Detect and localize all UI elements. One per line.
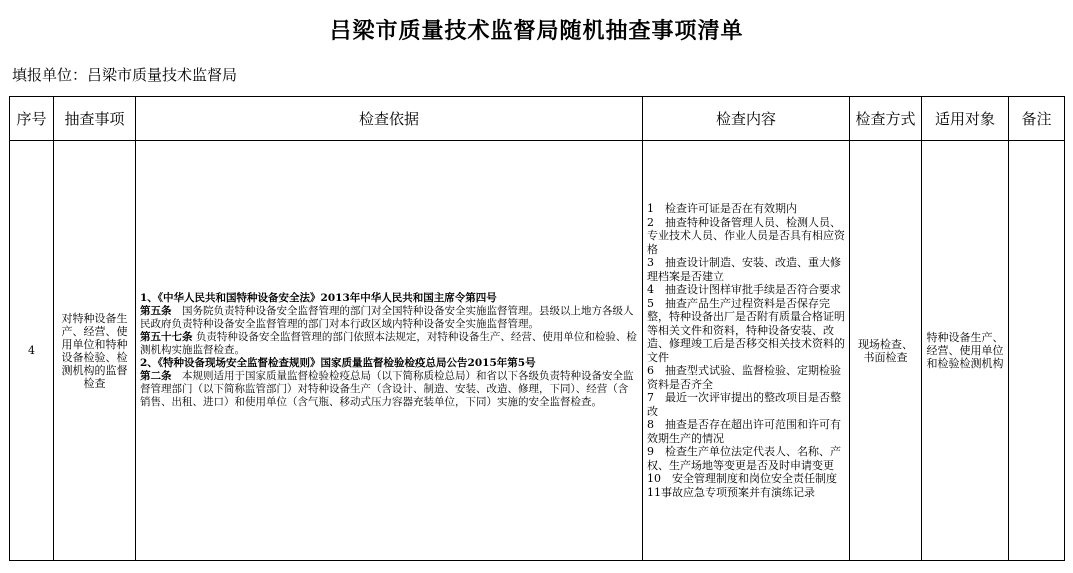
- basis-article5: [140, 305, 638, 331]
- basis-article2-label: 第二条: [140, 370, 172, 382]
- basis-law1-title: 1、《中华人民共和国特种设备安全法》2013年中华人民共和国主席令第四号: [140, 292, 497, 304]
- reporting-unit: 填报单位：吕梁市质量技术监督局: [12, 66, 238, 84]
- header-method: 检查方式: [850, 97, 922, 141]
- content-item: 5 抽查产品生产过程资料是否保存完整，特种设备出厂是否附有质量合格证明等相关文件和资料，特种设备安装、改造、修理竣工后是否移交相关技术资料的文件: [647, 296, 845, 364]
- basis-article2: [140, 370, 638, 409]
- content-item: 10 安全管理制度和岗位安全责任制度: [647, 472, 837, 485]
- table-row: [10, 141, 1065, 561]
- content-item: 9 检查生产单位法定代表人、名称、产权、生产场地等变更是否及时申请变更: [647, 445, 841, 472]
- header-seq: 序号: [10, 97, 54, 141]
- basis-article5-text: 国务院负责特种设备安全监督管理的部门对全国特种设备安全实施监督管理。县级以上地方各级人民政府负责特种设备安全监督管理的部门对本行政区域内特种设备安全实施监督管理。: [140, 305, 634, 330]
- cell-method: 现场检查、书面检查: [850, 141, 922, 561]
- content-item: 4 抽查设计图样审批手续是否符合要求: [647, 283, 841, 296]
- inspection-table: [9, 96, 1065, 561]
- content-item: 1 检查许可证是否在有效期内: [647, 202, 797, 215]
- content-item: 8 抽查是否存在超出许可范围和许可有效期生产的情况: [647, 418, 841, 445]
- header-content: 检查内容: [643, 97, 850, 141]
- basis-law2-title: 2、《特种设备现场安全监督检查规则》国家质量监督检验检疫总局公告2015年第5号: [140, 357, 536, 369]
- basis-article2-text: 本规则适用于国家质量监督检验检疫总局（以下简称质检总局）和省以下各级负责特种设备安全监督管理部门（以下简称监管部门）对特种设备生产（含设计、制造、安装、改造、修理，下同）、经营（含销售、出租、进口）和使用单位（含气瓶、移动式压力容器充装单位，下同）实施的安全监督检查。: [140, 370, 634, 408]
- header-target: 适用对象: [922, 97, 1009, 141]
- basis-article5-label: 第五条: [140, 305, 172, 317]
- cell-note: [1009, 141, 1065, 561]
- cell-item: 对特种设备生产、经营、使用单位和特种设备检验、检测机构的监督检查: [54, 141, 136, 561]
- cell-basis: [136, 141, 643, 561]
- header-item: 抽查事项: [54, 97, 136, 141]
- cell-target: 特种设备生产、经营、使用单位和检验检测机构: [922, 141, 1009, 561]
- content-item: 3 抽查设计制造、安装、改造、重大修理档案是否建立: [647, 256, 841, 283]
- table-header-row: [10, 97, 1065, 141]
- basis-article57-label: 第五十七条: [140, 331, 193, 343]
- page-title: 吕梁市质量技术监督局随机抽查事项清单: [329, 18, 744, 44]
- header-basis: 检查依据: [136, 97, 643, 141]
- header-note: 备注: [1009, 97, 1065, 141]
- cell-seq: 4: [10, 141, 54, 561]
- cell-content: [643, 141, 850, 561]
- content-item: 2 抽查特种设备管理人员、检测人员、专业技术人员、作业人员是否具有相应资格: [647, 215, 845, 256]
- content-item: 11事故应急专项预案并有演练记录: [647, 485, 815, 499]
- content-item: 6 抽查型式试验、监督检验、定期检验资料是否齐全: [647, 364, 841, 391]
- content-item: 7 最近一次评审提出的整改项目是否整改: [647, 391, 841, 418]
- basis-article57-text: 负责特种设备安全监督管理的部门依照本法规定，对特种设备生产、经营、使用单位和检验、检测机构实施监督检查。: [140, 331, 637, 356]
- basis-article57: [140, 331, 638, 357]
